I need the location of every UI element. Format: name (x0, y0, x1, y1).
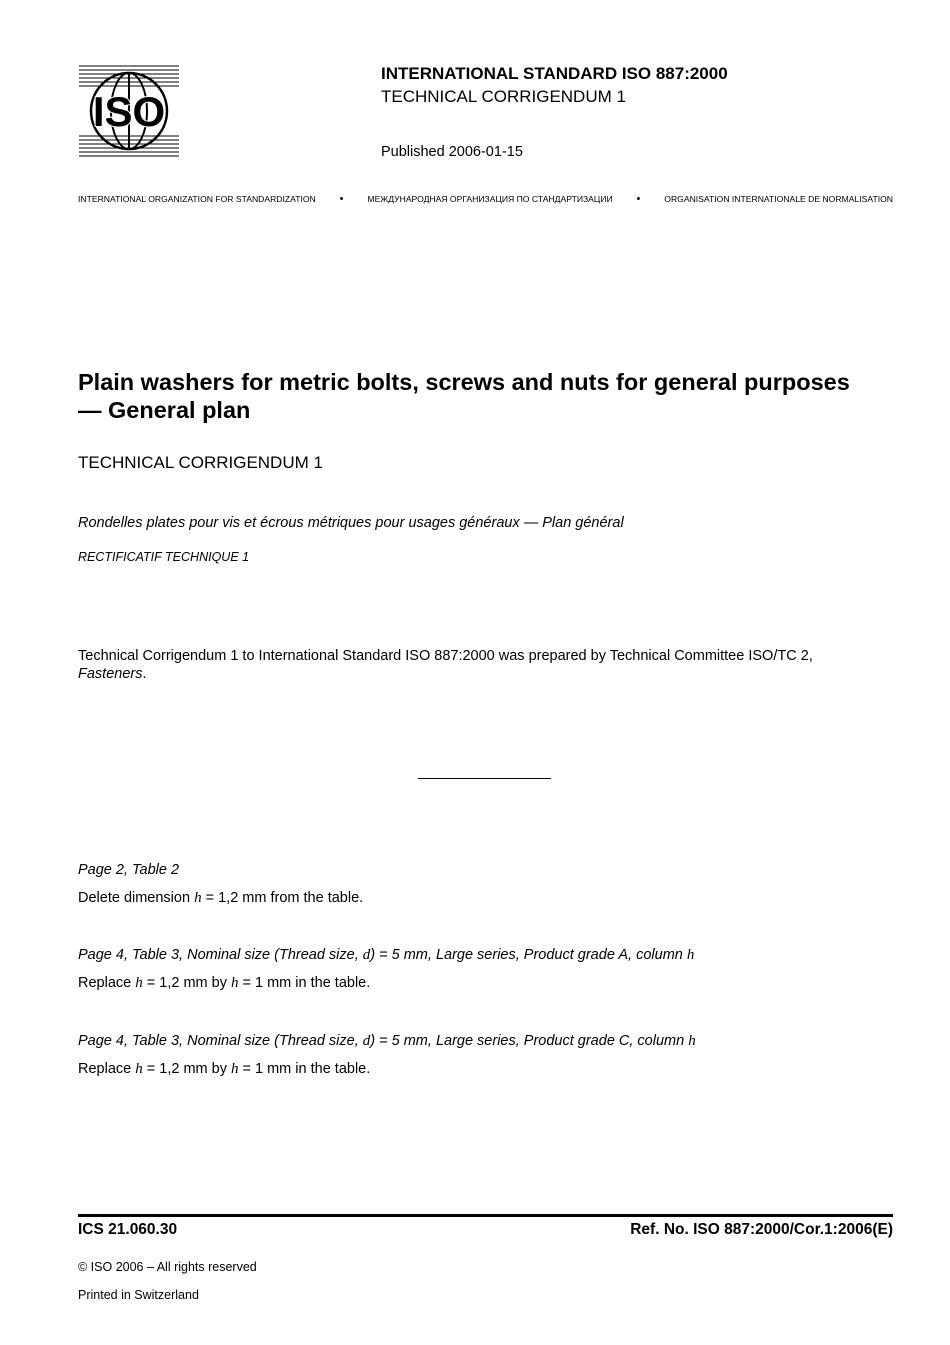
variable-symbol: h (135, 1061, 143, 1077)
correction-heading-text: Page 4, Table 3, Nominal size (Thread size, (78, 1033, 363, 1049)
reference-number: Ref. No. ISO 887:2000/Cor.1:2006(E) (630, 1221, 893, 1238)
correction-heading-text: Page 4, Table 3, Nominal size (Thread size, (78, 947, 363, 963)
correction-heading-text: ) = 5 mm, Large series, Product grade A, column (370, 947, 687, 963)
variable-symbol: h (688, 1033, 696, 1049)
instruction-text: = 1,2 mm by (142, 1061, 231, 1077)
intro-period: . (142, 666, 147, 682)
intro-paragraph (78, 647, 894, 683)
copyright-notice: © ISO 2006 – All rights reserved (78, 1260, 257, 1274)
document-corrigendum: TECHNICAL CORRIGENDUM 1 (78, 453, 323, 472)
intro-text: Technical Corrigendum 1 to International Standard ISO 887:2000 was prepared by Technical Committee ISO/TC 2, (78, 648, 813, 664)
bullet-separator: • (339, 193, 344, 205)
bullet-separator: • (636, 193, 641, 205)
instruction-text: = 1 mm in the table. (238, 1061, 371, 1077)
correction-instruction (78, 1061, 370, 1078)
instruction-text: Replace (78, 975, 136, 991)
instruction-text: = 1 mm in the table. (238, 975, 371, 991)
correction-instruction (78, 975, 370, 992)
variable-symbol: d (362, 1033, 371, 1049)
french-corrigendum: RECTIFICATIF TECHNIQUE 1 (78, 550, 250, 564)
correction-heading (78, 862, 179, 878)
separator-line (418, 778, 551, 779)
variable-symbol: h (135, 975, 143, 991)
correction-heading-text: Page 2, Table 2 (78, 862, 180, 878)
corrigendum-label: TECHNICAL CORRIGENDUM 1 (381, 87, 626, 106)
variable-symbol: h (194, 890, 202, 906)
variable-symbol: h (230, 975, 239, 991)
instruction-text: = 1,2 mm by (142, 975, 231, 991)
correction-heading (78, 947, 694, 964)
correction-heading-text: ) = 5 mm, Large series, Product grade C, column (370, 1033, 689, 1049)
organization-line (78, 193, 893, 205)
correction-heading (78, 1033, 696, 1050)
iso-logo-text: ISO (92, 88, 166, 135)
org-french: ORGANISATION INTERNATIONALE DE NORMALISATION (664, 194, 893, 204)
iso-logo (79, 64, 179, 158)
variable-symbol: h (230, 1061, 239, 1077)
french-title: Rondelles plates pour vis et écrous métriques pour usages généraux — Plan général (78, 515, 624, 531)
org-english: INTERNATIONAL ORGANIZATION FOR STANDARDIZATION (78, 194, 316, 204)
instruction-text: = 1,2 mm from the table. (201, 890, 364, 906)
printed-location: Printed in Switzerland (78, 1288, 199, 1302)
document-title: Plain washers for metric bolts, screws and nuts for general purposes — General plan (78, 369, 850, 423)
variable-symbol: h (686, 947, 695, 963)
committee-name: Fasteners (78, 666, 143, 682)
standard-title: INTERNATIONAL STANDARD ISO 887:2000 (381, 64, 728, 83)
ics-code: ICS 21.060.30 (78, 1221, 178, 1238)
correction-instruction (78, 890, 363, 907)
instruction-text: Delete dimension (78, 890, 195, 906)
variable-symbol: d (362, 947, 371, 963)
published-date: Published 2006-01-15 (381, 144, 523, 160)
org-russian: МЕЖДУНАРОДНАЯ ОРГАНИЗАЦИЯ ПО СТАНДАРТИЗАЦИИ (367, 194, 613, 204)
footer-rule (78, 1214, 893, 1217)
instruction-text: Replace (78, 1061, 136, 1077)
